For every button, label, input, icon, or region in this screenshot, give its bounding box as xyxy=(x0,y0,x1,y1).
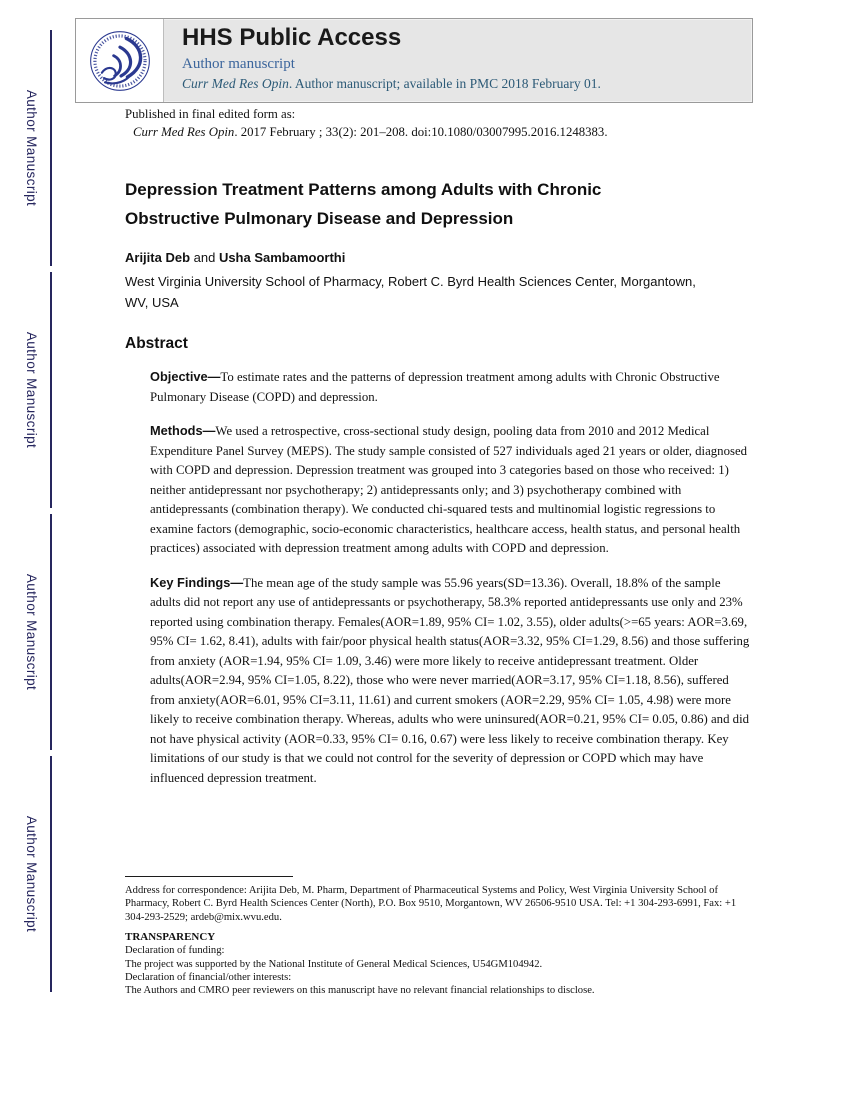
author-manuscript-watermark-label: Author Manuscript xyxy=(24,573,39,691)
author-1: Arijita Deb xyxy=(125,250,191,265)
main-content xyxy=(125,107,753,788)
watermark-divider-line xyxy=(50,756,52,992)
correspondence-note: Address for correspondence: Arijita Deb, M. Pharm, Department of Pharmaceutical Systems and Policy, West Virginia University School of Pharmacy, Robert C. Byrd Health Sciences Center (North), P.O. Box 9510, Morgantown, WV 26506-9510 USA. Tel: +1 304-293-6991, Fax: +1 304-293-2529; ardeb@mix.wvu.edu. xyxy=(125,885,737,923)
banner-title: HHS Public Access xyxy=(182,24,402,51)
author-manuscript-link[interactable]: Author manuscript xyxy=(182,56,295,72)
citation-line xyxy=(133,125,753,140)
banner-journal-name: Curr Med Res Opin xyxy=(182,76,289,91)
citation-rest: . 2017 February ; 33(2): 201–208. doi:10.1080/03007995.2016.1248383. xyxy=(234,125,608,139)
methods-text: We used a retrospective, cross-sectional study design, pooling data from 2010 and 2012 Medical Expenditure Panel Survey (MEPS). The study sample consisted of 527 individuals aged 21 years or older, diagnosed with COPD and depression. Depression treatment was grouped into 3 categories based on those who received: 1) neither antidepressant nor psychotherapy; 2) antidepressants only; and 3) psychotherapy combined with antidepressants (combination therapy). We conducted chi-squared tests and multinomial logistic regressions to examine factors (demographic, socio-economic characteristics, healthcare access, health status, and personal health practices) associated with depression treatment among adults with COPD and depression. xyxy=(150,424,748,555)
objective-text: To estimate rates and the patterns of depression treatment among adults with Chronic Obstructive Pulmonary Disease (COPD) and depression. xyxy=(150,370,720,404)
article-title: Depression Treatment Patterns among Adults with Chronic Obstructive Pulmonary Disease and Depression xyxy=(125,180,602,228)
watermark-divider-line xyxy=(50,30,52,266)
objective-label: Objective— xyxy=(150,369,221,384)
key-findings-text: The mean age of the study sample was 55.96 years(SD=13.36). Overall, 18.8% of the sample adults did not report any use of antidepressants or psychotherapy, 58.3% reported antidepressants use only and 23% reported using combination therapy. Females(AOR=1.89, 95% CI= 1.02, 3.55), older adults(>=65 years: AOR=3.69, 95% CI= 1.62, 8.41), adults with fair/poor physical health status(AOR=3.32, 95% CI=1.29, 8.56) and those suffering from anxiety (AOR=1.94, 95% CI= 1.09, 3.46) were more likely to receive antidepressant treatment. Older adults(AOR=2.94, 95% CI=1.05, 8.22), those who were never married(AOR=3.17, 95% CI=1.18, 8.56), suffered from anxiety(AOR=6.01, 95% CI=3.11, 11.61) and current smokers (AOR=2.29, 95% CI= 1.05, 4.98) were more likely to receive combination therapy. Whereas, adults who were uninsured(AOR=0.21, 95% CI= 0.05, 0.86) and did not have physical activity (AOR=0.33, 95% CI= 0.16, 0.67) were less likely to receive combination therapy. Key limitations of our study is that we could not control for the severity of depression or COPD which may have influenced depression treatment. xyxy=(150,575,750,785)
funding-statement: The project was supported by the National Institute of General Medical Sciences, U54GM104942. xyxy=(125,958,543,970)
author-manuscript-watermark-3 xyxy=(22,514,52,750)
footnote-divider xyxy=(125,876,293,877)
watermark-divider-line xyxy=(50,514,52,750)
author-manuscript-watermark-label: Author Manuscript xyxy=(24,89,39,207)
hhs-public-access-banner xyxy=(75,18,753,103)
banner-journal-line xyxy=(182,75,601,92)
affiliation: West Virginia University School of Pharmacy, Robert C. Byrd Health Sciences Center, Morgantown, WV, USA xyxy=(125,274,696,310)
watermark-divider-line xyxy=(50,272,52,508)
banner-text-column xyxy=(164,19,601,102)
interests-statement: The Authors and CMRO peer reviewers on this manuscript have no relevant financial relationships to disclose. xyxy=(125,985,595,997)
footnotes xyxy=(125,876,753,998)
declaration-of-interests-label: Declaration of financial/other interests: xyxy=(125,971,292,983)
author-2: Usha Sambamoorthi xyxy=(218,250,346,265)
author-manuscript-watermark-4 xyxy=(22,756,52,992)
published-in-label: Published in final edited form as: xyxy=(125,107,296,121)
declaration-of-funding-label: Declaration of funding: xyxy=(125,945,225,957)
author-manuscript-watermark-label: Author Manuscript xyxy=(24,331,39,449)
author-manuscript-watermark-2 xyxy=(22,272,52,508)
citation-journal-name: Curr Med Res Opin xyxy=(133,125,235,139)
methods-label: Methods— xyxy=(150,423,216,438)
abstract-heading: Abstract xyxy=(125,335,188,352)
authors-connector: and xyxy=(190,250,219,265)
author-manuscript-watermark-1 xyxy=(22,30,52,266)
transparency-heading: TRANSPARENCY xyxy=(125,930,216,943)
hhs-eagle-icon xyxy=(88,29,152,93)
hhs-logo xyxy=(76,19,164,102)
abstract-key-findings-paragraph xyxy=(150,573,750,789)
banner-journal-rest: . Author manuscript; available in PMC 2018 February 01. xyxy=(288,76,601,91)
authors-line xyxy=(125,250,753,266)
abstract-objective-paragraph xyxy=(150,367,750,407)
author-manuscript-watermark-label: Author Manuscript xyxy=(24,815,39,933)
abstract-methods-paragraph xyxy=(150,421,750,559)
key-findings-label: Key Findings— xyxy=(150,574,244,590)
